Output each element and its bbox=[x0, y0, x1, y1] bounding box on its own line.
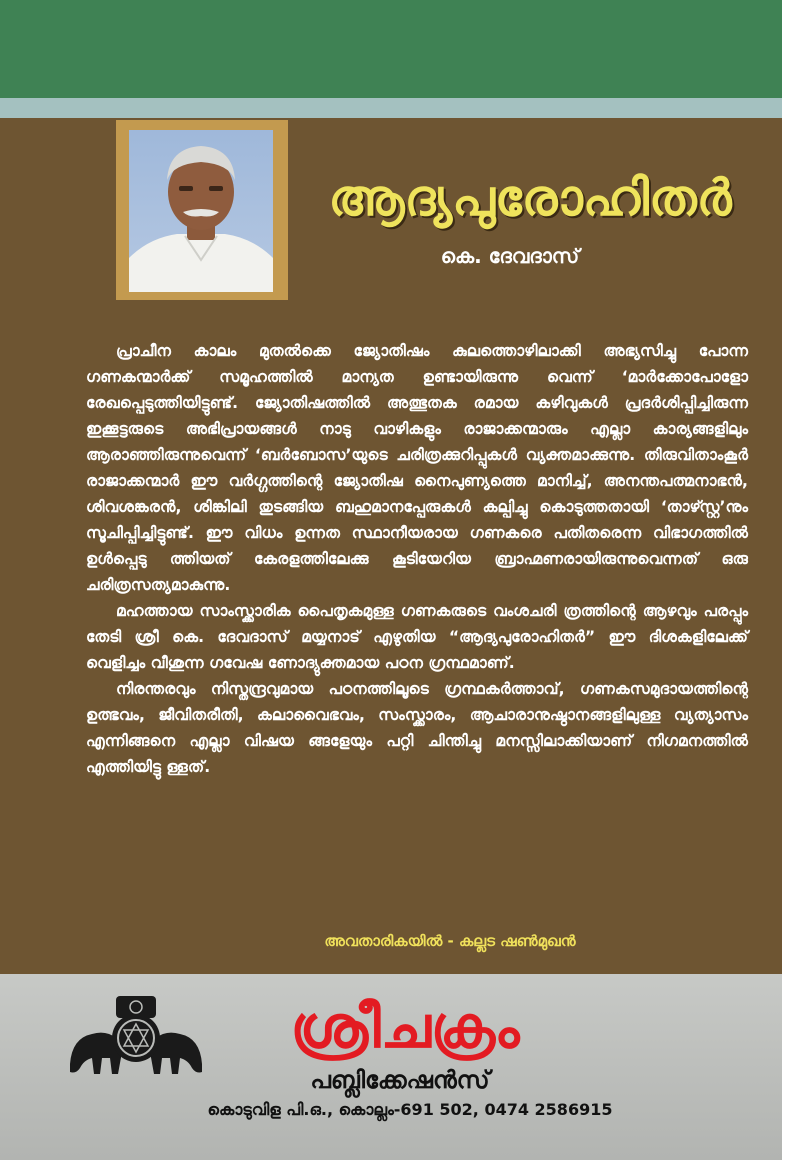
blurb-paragraph: നിരന്തരവും നിസ്തന്ദ്രവുമായ പഠനത്തിലൂടെ ഗ്രന്ഥകർത്താവ്, ഗണകസമുദായത്തിന്റെ ഉത്ഭവം, ജീവിതരീതി, കലാവൈഭവം, സംസ്ക്കാരം, ആചാരാനുഷ്ഠാനങ്ങളിലുള്ള വ്യത്യാസം എന്നിങ്ങനെ എല്ലാ വിഷയ ങ്ങളേയും പറ്റി ചിന്തിച്ചു മനസ്സിലാക്കിയാണ് നിഗമനത്തിൽ എത്തിയിട്ടു ള്ളത്. bbox=[86, 680, 748, 776]
author-name: കെ. ദേവദാസ് bbox=[440, 244, 580, 268]
elephants-emblem-icon bbox=[66, 994, 206, 1080]
book-title: ആദ്യപുരോഹിതർ bbox=[328, 169, 732, 227]
top-color-band bbox=[0, 0, 782, 98]
publisher-name: ശ്രീചക്രം bbox=[290, 993, 520, 1061]
author-photo-frame bbox=[116, 120, 288, 300]
publisher-address: കൊടുവിള പി.ഒ., കൊല്ലം-691 502, 0474 2586915 bbox=[207, 1100, 613, 1119]
blurb-credit: അവതാരികയിൽ - കല്ലട ഷൺമുഖൻ bbox=[324, 932, 576, 950]
blurb-paragraph: പ്രാചീന കാലം മുതൽക്കെ ജ്യോതിഷം കുലത്തൊഴിലാക്കി അഭ്യസിച്ചു പോന്ന ഗണകന്മാർക്ക് സമൂഹത്തിൽ മാന്യത ഉണ്ടായിരുന്നു വെന്ന് ‘മാർക്കോപോളോ രേഖപ്പെടുത്തിയിട്ടുണ്ട്. ജ്യോതിഷത്തിൽ അത്ഭുതക രമായ കഴിവുകൾ പ്രദർശിപ്പിച്ചിരുന്ന ഇക്കൂട്ടരുടെ അഭിപ്രായങ്ങൾ നാടു വാഴികളും രാജാക്കന്മാരും എല്ലാ കാര്യങ്ങളിലും ആരാഞ്ഞിരുന്നുവെന്ന് ‘ബർബോസ’യുടെ ചരിത്രക്കുറിപ്പുകൾ വ്യക്തമാക്കുന്നു. തിരുവിതാംകൂർ രാജാക്കന്മാർ ഈ വർഗ്ഗത്തിന്റെ ജ്യോതിഷ നൈപുണ്യത്തെ മാനിച്ച്, അനന്തപത്മനാഭൻ, ശിവശങ്കരൻ, ശിങ്കിലി തുടങ്ങിയ ബഹുമാനപ്പേരുകൾ കല്പിച്ചു കൊടുത്തതായി ‘താഴ്സ്റ്റ’നും സൂചിപ്പിച്ചിട്ടുണ്ട്. ഈ വിധം ഉന്നത സ്ഥാനീയരായ ഗണകരെ പതിതരെന്ന വിഭാഗത്തിൽ ഉൾപ്പെടു ത്തിയത് കേരളത്തിലേക്കു കൂടിയേറിയ ബ്രാഹ്മണരായിരുന്നുവെന്നത് ഒരു ചരിത്രസത്യമാകുന്നു. bbox=[86, 342, 748, 594]
blurb-text bbox=[86, 338, 748, 780]
blurb-paragraph: മഹത്തായ സാംസ്ക്കാരിക പൈതൃകമുള്ള ഗണകരുടെ വംശചരി ത്രത്തിന്റെ ആഴവും പരപ്പും തേടി ശ്രീ കെ. ദേവദാസ് മയ്യനാട് എഴുതിയ “ആദ്യപുരോഹിതർ” ഈ ദിശകളിലേക്ക് വെളിച്ചം വീശുന്ന ഗവേഷ ണോദ്യുക്തമായ പഠന ഗ്രന്ഥമാണ്. bbox=[86, 602, 748, 672]
accent-strip bbox=[0, 98, 782, 118]
publisher-subtitle: പബ്ലിക്കേഷൻസ് bbox=[310, 1066, 490, 1094]
author-portrait-icon bbox=[129, 130, 273, 292]
publisher-band bbox=[0, 974, 782, 1160]
author-photo bbox=[129, 130, 273, 292]
